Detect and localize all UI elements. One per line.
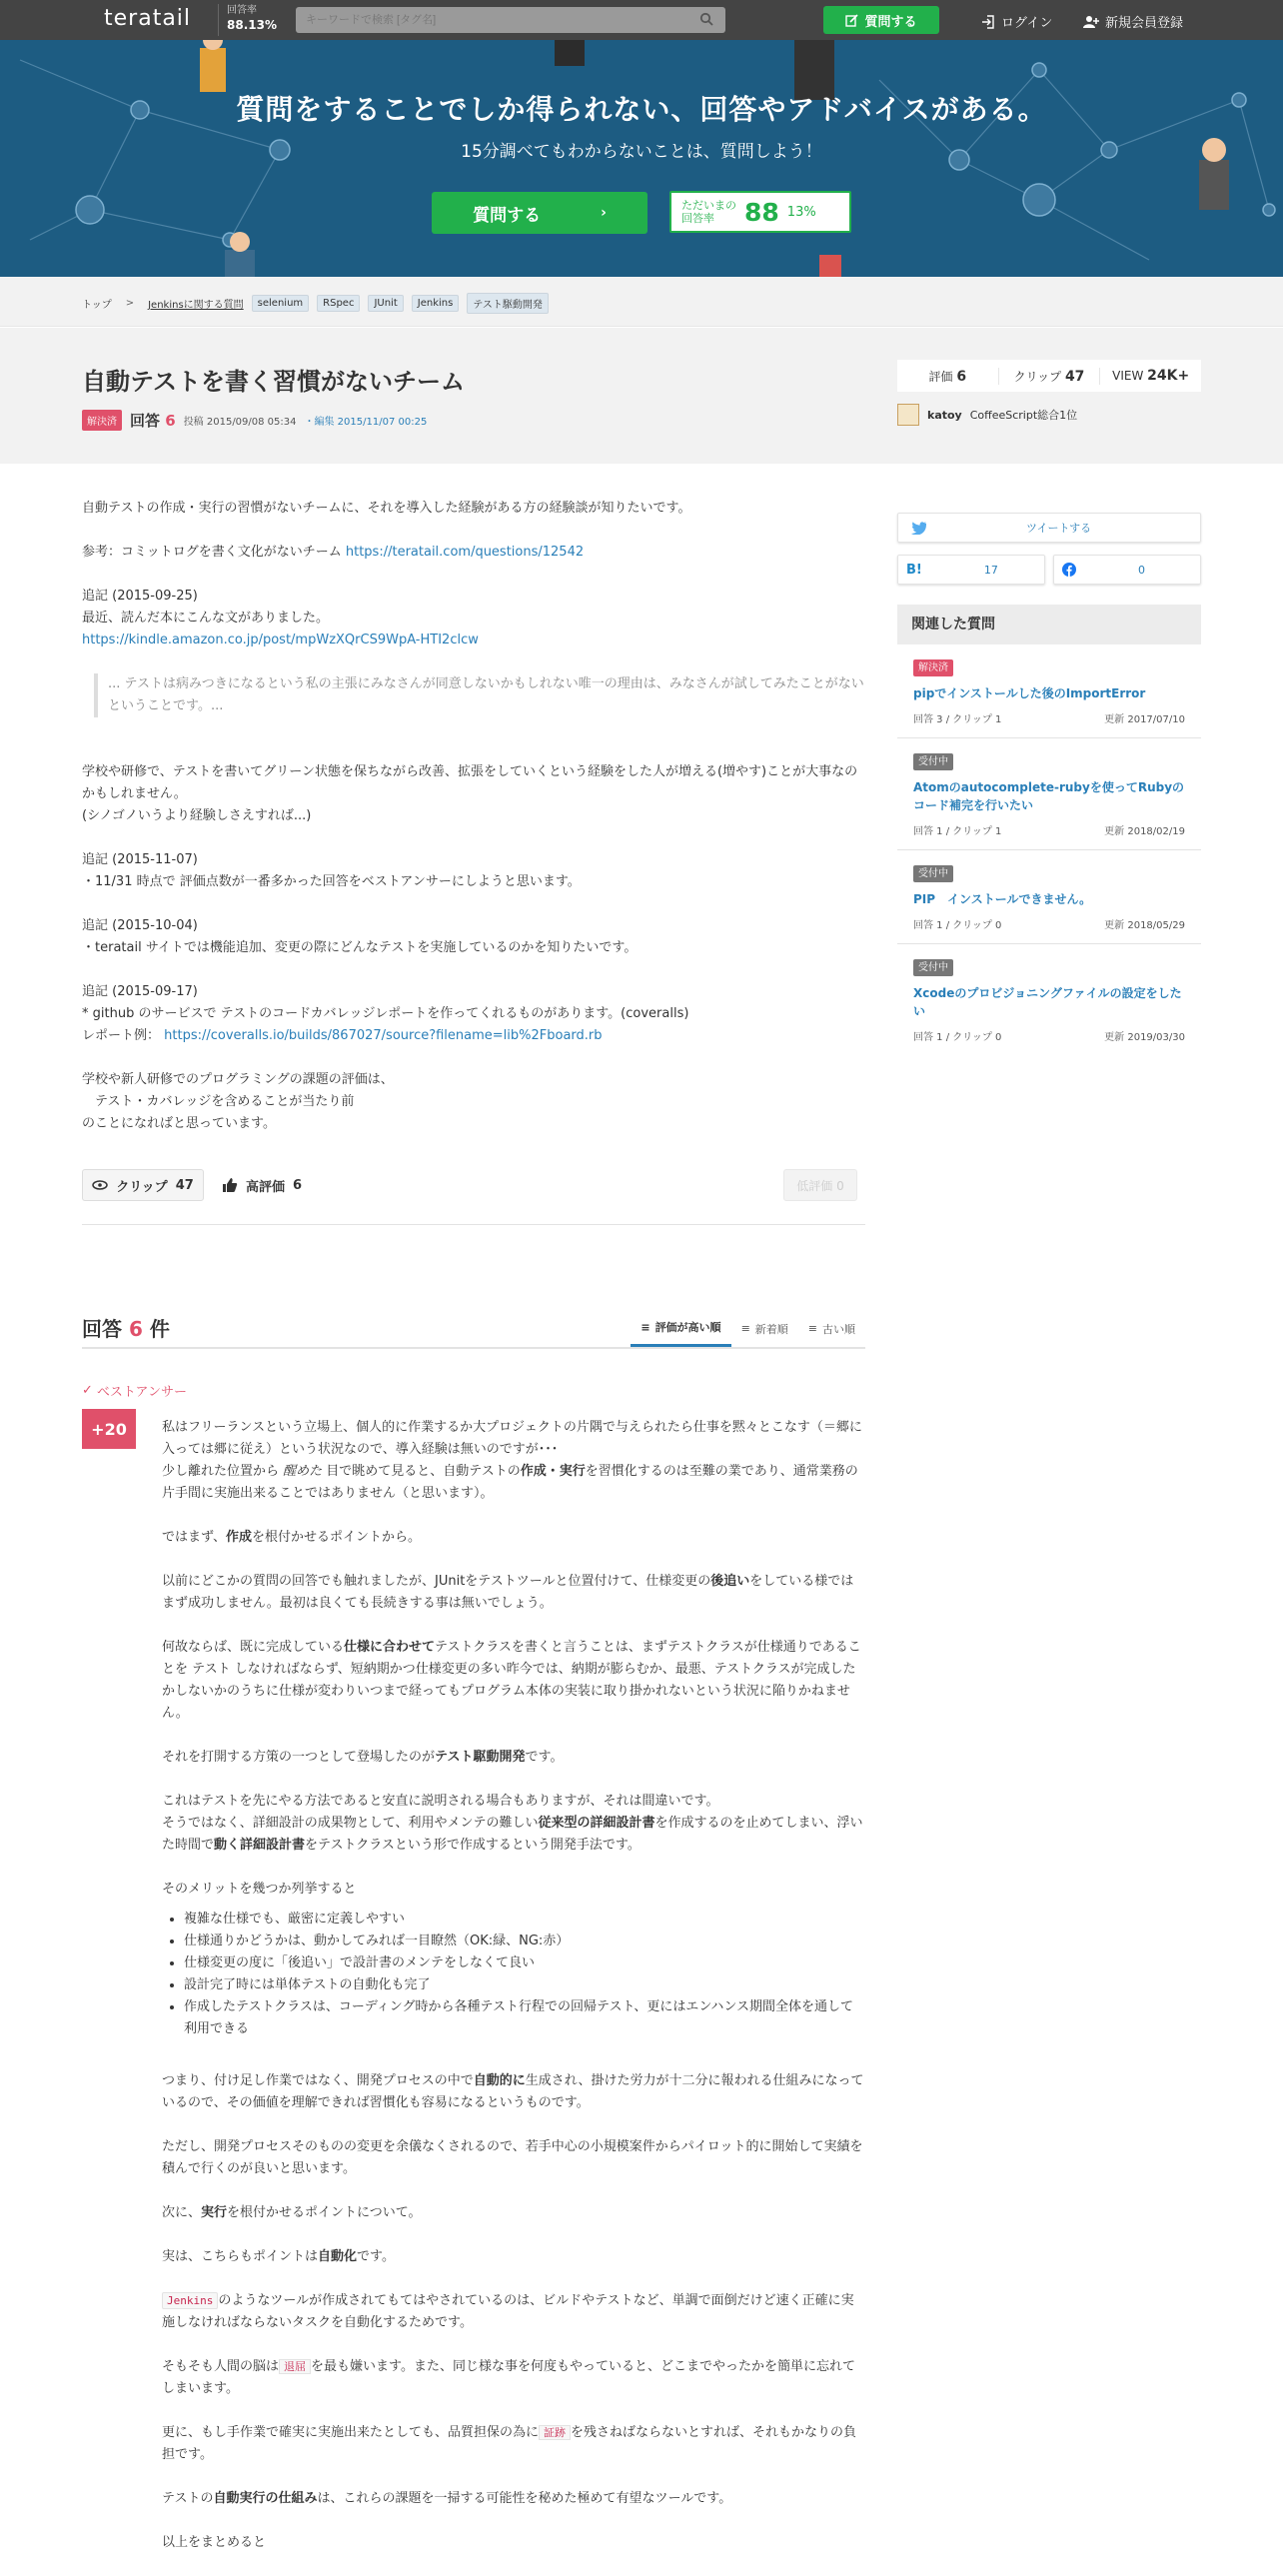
add-user-icon (1083, 15, 1099, 29)
tab-sort-newest[interactable]: ≡ 新着順 (740, 1322, 788, 1336)
inline-code: Jenkins (162, 2292, 218, 2309)
downvote-button[interactable]: 低評価 0 (783, 1169, 857, 1201)
twitter-icon (910, 522, 926, 535)
avatar[interactable] (897, 404, 919, 426)
answers-header (82, 1309, 865, 1349)
question-stats (897, 360, 1201, 392)
tag-selenium[interactable]: selenium (252, 295, 310, 312)
list-item: • 仕様通りかどうかは、動かしてみれば一目瞭然（OK:緑、NG:赤） (184, 1931, 865, 1952)
related-title[interactable]: Xcodeのプロビジョニングファイルの設定をしたい (913, 986, 1182, 1018)
breadcrumb (0, 277, 1283, 327)
question-meta (82, 410, 427, 431)
hero-title: 質問をすることでしか得られない、回答やアドバイスがある。 (236, 93, 1047, 126)
thumbs-up-icon (222, 1177, 238, 1193)
inline-code: 証跡 (539, 2425, 571, 2440)
tag-jenkins[interactable]: Jenkins (412, 295, 460, 312)
list-item: 解決済 pipでインストールした後のImportError 回答 3 / クリップ 1 更新 2017/07/10 (897, 644, 1201, 738)
tab-sort-rating[interactable]: ≡ 評価が高い順 (631, 1319, 730, 1347)
hero-banner (0, 40, 1283, 277)
best-answer-label: ✓ ベストアンサー (82, 1383, 187, 1400)
signup-link[interactable] (1083, 12, 1183, 31)
list-item: • 作成したテストクラスは、コーディング時から各種テスト行程での回帰テスト、更にはエンハンス期間全体を通して利用できる (184, 1996, 865, 2040)
hero-answer-rate (669, 191, 851, 233)
chevron-right-icon: › (601, 205, 607, 221)
check-icon: ✓ (82, 1383, 93, 1398)
status-badge: 受付中 (913, 753, 953, 770)
signup-label: 新規会員登録 (1105, 16, 1184, 31)
list-item: 受付中 PIP インストールできません。 回答 1 / クリップ 0 更新 2018/05/29 (897, 850, 1201, 944)
answer-rate-label: 回答率 (227, 5, 257, 16)
facebook-share-button[interactable]: 0 (1053, 555, 1201, 585)
hero-rate-percent: 13% (786, 204, 816, 220)
sort-tabs (631, 1319, 865, 1347)
clip-button[interactable]: クリップ 47 (82, 1169, 204, 1201)
hero-rate-label1: ただいまの (681, 199, 736, 212)
eye-icon (92, 1180, 108, 1190)
posted-date: 投稿 2015/09/08 05:34 (183, 417, 297, 428)
answer-score: +20 (82, 1409, 136, 1449)
breadcrumb-separator: > (125, 298, 135, 309)
site-logo[interactable]: teratail (104, 6, 192, 31)
view-stat: VIEW 24K+ (1112, 368, 1190, 384)
tag-junit[interactable]: JUnit (368, 295, 403, 312)
author-name[interactable]: katoy (927, 408, 962, 422)
login-link[interactable] (981, 12, 1052, 31)
status-badge: 受付中 (913, 865, 953, 882)
body-paragraph: 自動テストの作成・実行の習慣がないチームに、それを導入した経験がある方の経験談が知りたいです。 (82, 501, 691, 516)
tag-tdd[interactable]: テスト駆動開発 (467, 293, 549, 314)
answers-title: 回答 6 件 (82, 1317, 170, 1341)
related-title[interactable]: Atomのautocomplete-rubyを使ってRubyのコード補完を行いたい (913, 780, 1185, 812)
edited-date[interactable]: ・編集 2015/11/07 00:25 (304, 417, 428, 428)
hero-rate-number: 88 (744, 197, 779, 227)
hero-ask-button[interactable] (432, 192, 647, 234)
answer-rate-value: 88.13% (227, 18, 277, 32)
kindle-link[interactable]: https://kindle.amazon.co.jp/post/mpWzXQrCS9WpA-HTI2clcw (82, 633, 479, 647)
question-title: 自動テストを書く習慣がないチーム (82, 368, 466, 396)
tab-sort-oldest[interactable]: ≡ 古い順 (807, 1322, 855, 1336)
list-item: 受付中 Atomのautocomplete-rubyを使ってRubyのコード補完を行いたい 回答 1 / クリップ 1 更新 2018/02/19 (897, 738, 1201, 850)
tweet-button[interactable]: ツイートする (897, 513, 1201, 543)
inline-code: 退屈 (279, 2359, 311, 2374)
hatena-bookmark-button[interactable]: B! 17 (897, 555, 1045, 585)
login-label: ログイン (1001, 16, 1053, 31)
coveralls-link[interactable]: https://coveralls.io/builds/867027/source?filename=lib%2Fboard.rb (164, 1028, 603, 1043)
list-item: • 設計完了時には単体テストの自動化も完了 (184, 1974, 865, 1996)
related-questions (897, 605, 1201, 1055)
status-badge: 受付中 (913, 959, 953, 976)
list-item: • 仕様変更の度に「後追い」で設計書のメンテをしなくて良い (184, 1952, 865, 1974)
top-nav (0, 0, 1283, 40)
facebook-icon (1062, 563, 1076, 577)
question-author (897, 404, 1077, 426)
answer-rate (218, 4, 276, 36)
status-badge: 解決済 (82, 410, 122, 431)
author-rank: CoffeeScript総合1位 (969, 409, 1078, 422)
answer-body: 私はフリーランスという立場上、個人的に作業するか大プロジェクトの片隅で与えられたら仕事を黙々とこなす（＝郷に入っては郷に従え）という状況なので、導入経験は無いのですが･･･ 少し離れた位置から 醒めた 目で眺めて見ると、自動テストの作成・実行を習慣化するのは至難の業であり、通常業務の片手間に実施出来ることではありません（と思います）。 ではまず、作成を根付かせるポイントから。 以前にどこかの質問の回答でも触れましたが、JUnitをテストツールと位置付けて、仕様変更の後追いをしている様ではまず成功しません。最初は良くても長続きする事は無いでしょう。 何故ならば、既に完成している仕様に合わせてテストクラスを書くと言うことは、まずテストクラスが仕様通りであることを テスト しなければならず、短納期かつ仕様変更の多い昨今では、納期が膨らむか、最悪、テストクラスが完成したかしないかのうちに仕様が変わりいつまで経ってもプログラム本体の実装に取り掛かれないという状況に陥りかねません。 それを打開する方策の一つとして登場したのがテスト駆動開発です。 これはテストを先にやる方法であると安直に説明される場合もありますが、それは間違いです。 そうではなく、詳細設計の成果物として、利用やメンテの難しい従来型の詳細設計書を作成するのを止めてしまい、浮いた時間で動く詳細設計書をテストクラスという形で作成するという開発手法です。 そのメリットを幾つか列挙すると • 複雑な仕様でも、厳密に定義しやすい • 仕様通りかどうかは、動かしてみれば一目瞭然（OK:緑、NG:赤） • 仕様変更の度に「後追い」で設計書のメンテをしなくて良い • 設計完了時には単体テストの自動化も完了 • 作成したテストクラスは、コーディング時から各種テスト行程での回帰テスト、更にはエンハンス期間全体を通して利用できる つまり、付け足し作業ではなく、開発プロセスの中で自動的に生成され、掛けた労力が十二分に報われる仕組みになっているので、その価値を理解できれば習慣化も容易になるというものです。 ただし、開発プロセスそのものの変更を余儀なくされるので、若手中心の小規模案件からパイロット的に開始して実績を積んで行くのが良いと思います。 次に、実行を根付かせるポイントについて。 実は、こちらもポイントは自動化です。 Jenkins のようなツールが作成されてもてはやされているのは、ビルドやテストなど、単調で面倒だけど速く正確に実施しなければならないタスクを自動化するためです。 そもそも人間の脳は 退屈 を最も嫌います。また、同じ様な事を何度もやっていると、どこまでやったかを簡単に忘れてしまいます。 更に、もし手作業で確実に実施出来たとしても、品質担保の為に 証跡 を残さねばならないとすれば、それもかなりの負担です。 テストの自動実行の仕組みは、これらの課題を一掃する可能性を秘めた極めて有望なツールです。 以上をまとめると (162, 1417, 865, 2576)
merits-list (184, 1909, 865, 2040)
search-input[interactable] (296, 7, 725, 33)
ask-question-label: 質問する (864, 14, 917, 30)
sort-icon: ≡ (740, 1322, 750, 1335)
breadcrumb-category[interactable]: Jenkinsに関する質問 (148, 300, 244, 311)
hatena-icon: B! (906, 562, 922, 578)
edit-icon (845, 14, 858, 27)
list-item: • 複雑な仕様でも、厳密に定義しやすい (184, 1909, 865, 1931)
rating-stat: 評価 6 (897, 368, 999, 385)
sort-icon: ≡ (641, 1320, 650, 1334)
blockquote: ... テストは病みつきになるという私の主張にみなさんが同意しないかもしれない唯一の理由は、みなさんが試してみたことがないということです。... (94, 673, 865, 717)
sort-icon: ≡ (807, 1322, 817, 1335)
login-icon (981, 15, 995, 29)
hero-rate-label2: 回答率 (681, 212, 714, 225)
breadcrumb-top[interactable]: トップ (82, 300, 112, 311)
clip-stat: クリップ 47 (999, 368, 1101, 385)
ask-question-button[interactable] (823, 6, 939, 34)
question-actions (82, 1169, 865, 1225)
related-heading: 関連した質問 (897, 605, 1201, 644)
tag-rspec[interactable]: RSpec (317, 295, 360, 312)
answer-count: 回答 6 (130, 412, 176, 430)
question-body: 自動テストの作成・実行の習慣がないチームに、それを導入した経験がある方の経験談が知りたいです。 参考：コミットログを書く文化がないチーム https://teratail.com/questions/12542 追記 (2015-09-25) 最近、読んだ本にこんな文がありました。 https://kindle.amazon.co.jp/post/mpWzXQrCS9WpA-HTI2clcw ... テストは病みつきになるという私の主張にみなさんが同意しないかもしれない唯一の理由は、みなさんが試してみたことがないということです。... 学校や研修で、テストを書いてグリーン状態を保ちながら改善、拡張をしていくという経験をした人が増える(増やす)ことが大事なのかもしれません。 (シノゴノいうより経験しさえすれば...) 追記 (2015-11-07) ・11/31 時点で 評価点数が一番多かった回答をベストアンサーにしようと思います。 追記 (2015-10-04) ・teratail サイトでは機能追加、変更の際にどんなテストを実施しているのかを知りたいです。 追記 (2015-09-17) * github のサービスで テストのコードカバレッジレポートを作ってくれるものがあります。(coveralls) レポート例： https://coveralls.io/builds/867027/source?filename=lib%2Fboard.rb 学校や新人研修でのプログラミングの課題の評価は、 テスト・カバレッジを含めることが当たり前 のことになればと思っています。 (82, 498, 865, 1157)
related-title[interactable]: pipでインストールした後のImportError (913, 686, 1146, 700)
reference-link[interactable]: https://teratail.com/questions/12542 (345, 545, 585, 560)
share-buttons (897, 513, 1201, 585)
status-badge: 解決済 (913, 659, 953, 676)
question-header (0, 328, 1283, 464)
upvote-button[interactable]: 高評価 6 (222, 1169, 302, 1201)
list-item: 受付中 Xcodeのプロビジョニングファイルの設定をしたい 回答 1 / クリップ 0 更新 2019/03/30 (897, 944, 1201, 1055)
hero-ask-label: 質問する (473, 205, 542, 226)
hero-subtitle: 15分調べてもわからないことは、質問しよう！ (461, 142, 822, 162)
search-icon[interactable] (699, 12, 713, 26)
related-title[interactable]: PIP インストールできません。 (913, 892, 1092, 906)
